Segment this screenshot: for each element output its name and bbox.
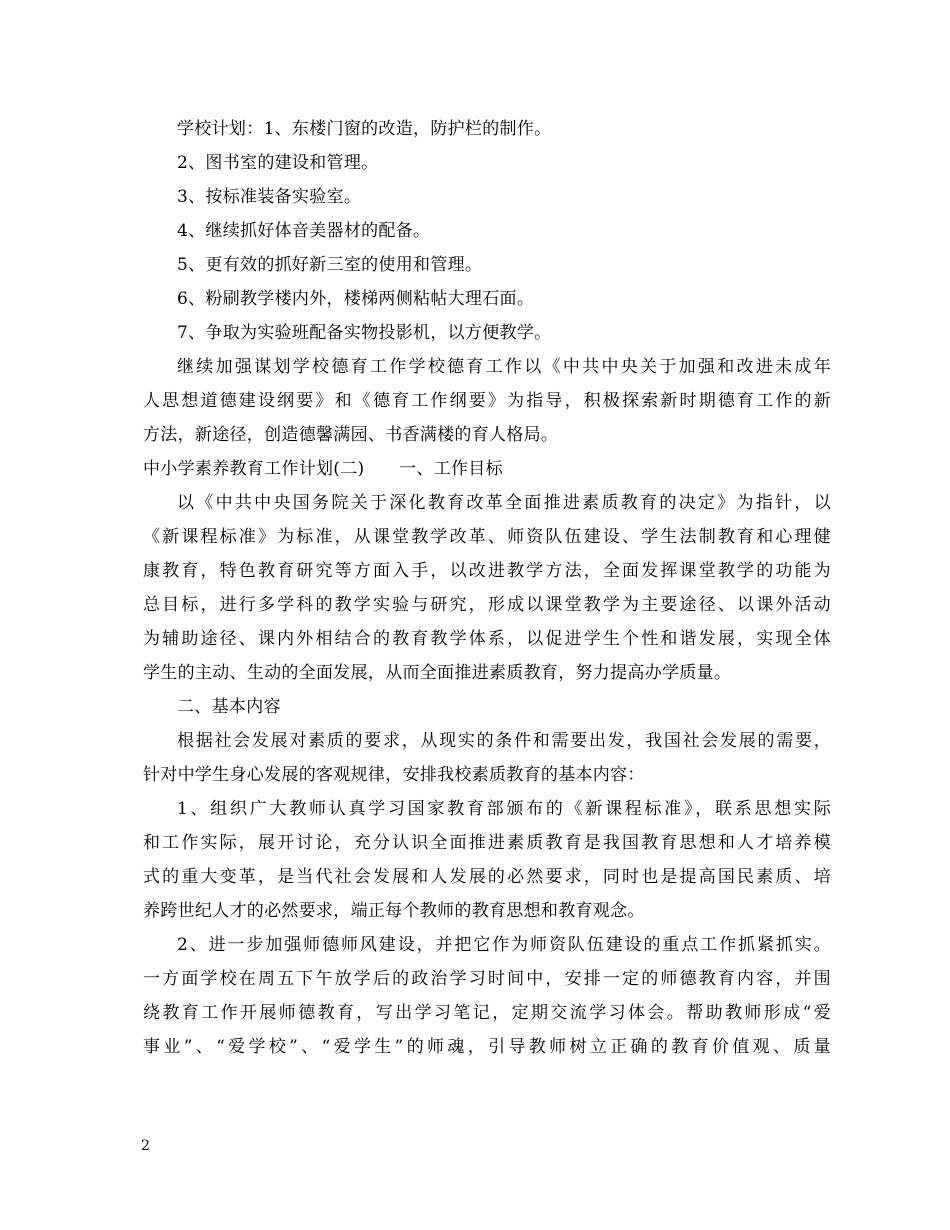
section-heading: 二、基本内容 xyxy=(177,697,281,717)
text-line: 绕教育工作开展师德教育，写出学习笔记，定期交流学习体会。帮助教师形成“爱 xyxy=(143,1003,831,1023)
section-heading: 中小学素养教育工作计划(二) 一、工作目标 xyxy=(143,459,503,479)
page-number: 2 xyxy=(141,1138,150,1154)
text-line: 一方面学校在周五下午放学后的政治学习时间中，安排一定的师德教育内容，并围 xyxy=(143,969,831,989)
text-line: 2、图书室的建设和管理。 xyxy=(177,153,379,173)
text-line: 6、粉刷教学楼内外，楼梯两侧粘帖大理石面。 xyxy=(177,289,535,309)
text-line: 人思想道德建设纲要》和《德育工作纲要》为指导，积极探索新时期德育工作的新 xyxy=(143,391,831,411)
text-line: 和工作实际，展开讨论，充分认识全面推进素质教育是我国教育思想和人才培养模 xyxy=(143,833,831,853)
text-line: 2、进一步加强师德师风建设，并把它作为师资队伍建设的重点工作抓紧抓实。 xyxy=(177,935,831,955)
text-line: 3、按标准装备实验室。 xyxy=(177,187,362,207)
text-line: 康教育，特色教育研究等方面入手，以改进教学方法，全面发挥课堂教学的功能为 xyxy=(143,561,831,581)
text-line: 总目标，进行多学科的教学实验与研究，形成以课堂教学为主要途径、以课外活动 xyxy=(143,595,831,615)
text-line: 根据社会发展对素质的要求，从现实的条件和需要出发，我国社会发展的需要， xyxy=(177,731,831,751)
text-line: 4、继续抓好体音美器材的配备。 xyxy=(177,221,431,241)
text-line: 以《中共中央国务院关于深化教育改革全面推进素质教育的决定》为指针，以 xyxy=(177,493,831,513)
text-line: 《新课程标准》为标准，从课堂教学改革、师资队伍建设、学生法制教育和心理健 xyxy=(143,527,831,547)
text-line: 方法，新途径，创造德馨满园、书香满楼的育人格局。 xyxy=(143,425,559,445)
text-line: 事业”、“爱学校”、“爱学生”的师魂，引导教师树立正确的教育价值观、质量 xyxy=(143,1037,831,1057)
text-line: 学校计划：1、东楼门窗的改造，防护栏的制作。 xyxy=(177,119,552,139)
text-line: 继续加强谋划学校德育工作学校德育工作以《中共中央关于加强和改进未成年 xyxy=(177,357,831,377)
text-line: 养跨世纪人才的必然要求，端正每个教师的教育思想和教育观念。 xyxy=(143,901,645,921)
text-line: 7、争取为实验班配备实物投影机，以方便教学。 xyxy=(177,323,552,343)
text-line: 式的重大变革，是当代社会发展和人发展的必然要求，同时也是提高国民素质、培 xyxy=(143,867,831,887)
text-line: 学生的主动、生动的全面发展，从而全面推进素质教育，努力提高办学质量。 xyxy=(143,663,732,683)
text-line: 5、更有效的抓好新三室的使用和管理。 xyxy=(177,255,483,275)
text-line: 针对中学生身心发展的客观规律，安排我校素质教育的基本内容： xyxy=(143,765,645,785)
text-line: 1、组织广大教师认真学习国家教育部颁布的《新课程标准》，联系思想实际 xyxy=(177,799,831,819)
text-line: 为辅助途径、课内外相结合的教育教学体系，以促进学生个性和谐发展，实现全体 xyxy=(143,629,831,649)
